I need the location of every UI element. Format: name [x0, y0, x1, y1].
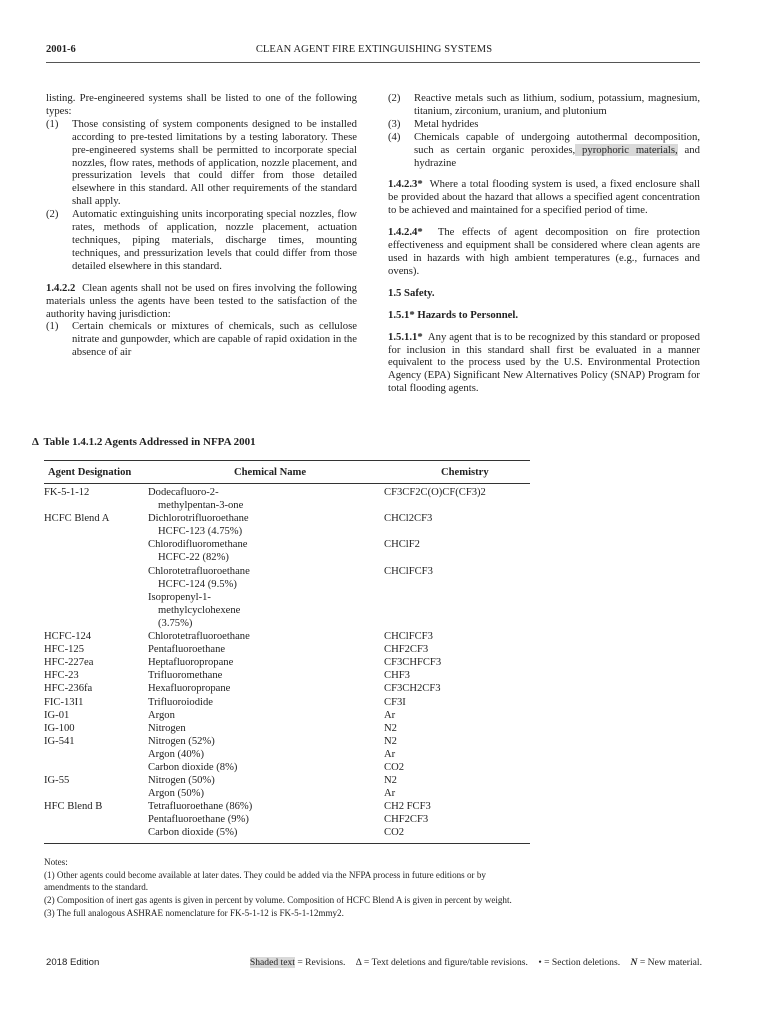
table-header: [44, 460, 530, 484]
chemistry-cell: CHClF2: [384, 539, 420, 551]
chemistry-cell: [394, 499, 530, 512]
table-row: [44, 682, 530, 695]
chemistry-cell: Ar: [384, 709, 396, 721]
agent-designation-cell: IG-55: [44, 775, 70, 787]
list-item: (2) Automatic extinguishing units incorporating special nozzles, flow rates, methods of application, nozzle placement, actuation techniques, piping materials, discharge times, mounting techniques, and pressurization levels that could differ from those detailed elsewhere in this standard.: [46, 208, 357, 272]
chemical-name-cell: Pentafluoroethane: [148, 644, 226, 656]
agent-designation-cell: [44, 617, 148, 630]
agent-designation-cell: [44, 538, 148, 551]
delta-icon: Δ: [355, 957, 362, 968]
chemistry-cell: [394, 525, 530, 538]
chemical-name-cell: Tetrafluoroethane (86%): [148, 801, 253, 813]
chemistry-cell: CF3I: [384, 696, 406, 708]
agent-designation-cell: [44, 578, 148, 591]
table-row: [44, 669, 530, 682]
table-row: [44, 512, 530, 525]
chemistry-cell: [384, 591, 530, 604]
table-row: [44, 538, 530, 551]
table-row: [44, 604, 530, 617]
chemical-name-cell: Carbon dioxide (8%): [148, 761, 238, 773]
agent-designation-cell: HFC Blend B: [44, 801, 103, 813]
agents-table: [44, 460, 530, 844]
table-row: [44, 578, 530, 591]
agent-designation-cell: HCFC-124: [44, 631, 92, 643]
chemistry-cell: [394, 551, 530, 564]
table-row: [44, 630, 530, 643]
agent-designation-cell: [44, 761, 148, 774]
table-row: [44, 591, 530, 604]
chemistry-cell: CF3CHFCF3: [384, 657, 442, 669]
table-row: [44, 709, 530, 722]
chemical-name-cell: Dodecafluoro-2-: [148, 487, 219, 498]
agent-designation-cell: HFC-236fa: [44, 683, 93, 695]
agent-designation-cell: [44, 565, 148, 578]
agent-designation-cell: [44, 748, 148, 761]
chemistry-cell: Ar: [384, 748, 396, 760]
agent-designation-cell: [44, 787, 148, 800]
agent-designation-cell: FK-5-1-12: [44, 487, 90, 498]
table-row: [44, 735, 530, 748]
running-title: CLEAN AGENT FIRE EXTINGUISHING SYSTEMS: [255, 44, 493, 55]
table-row: [44, 748, 530, 761]
chemistry-cell: CF3CF2C(O)CF(CF3)2: [384, 487, 486, 498]
section-1-4-2-2: 1.4.2.2 Clean agents shall not be used on fires involving the following materials unless the agents have been tested to the satisfaction of the authority having jurisdiction:: [46, 281, 357, 320]
chemistry-cell: N2: [384, 775, 397, 787]
chemistry-cell: CHF3: [384, 670, 410, 682]
table-notes: [44, 856, 530, 920]
list-item: (1) Certain chemicals or mixtures of chemicals, such as cellulose nitrate and gunpowder, which are capable of rapid oxidation in the absence of air: [46, 320, 357, 359]
list-item: (4) Chemicals capable of undergoing autothermal decomposition, such as certain organic peroxides, pyrophoric materials, and hydrazine: [388, 130, 700, 169]
agent-designation-cell: IG-01: [44, 709, 70, 721]
chemistry-cell: [394, 617, 530, 630]
agent-designation-cell: [44, 813, 148, 826]
revision-legend: Shaded text = Revisions. Δ = Text deletions and figure/table revisions. • = Section deletions. N = New material.: [249, 957, 702, 968]
list-item: (1) Those consisting of system components designed to be installed according to pre-tested limitations by a testing laboratory. These pre-engineered systems shall be permitted to incorporate special nozzles, flow rates, methods of application, nozzle placement, and pressurization levels that could differ from those detailed elsewhere in this standard. All other requirements of the standard shall apply.: [46, 117, 357, 208]
note-item: (2) Composition of inert gas agents is given in percent by volume. Composition of HCFC Blend A is given in percent by weight.: [44, 895, 512, 906]
list-item: (3) Metal hydrides: [388, 117, 479, 130]
new-material-icon: N: [630, 957, 638, 968]
chemistry-cell: CHClFCF3: [384, 565, 433, 577]
table-row: [44, 565, 530, 578]
chemistry-cell: [394, 578, 530, 591]
table-row: [44, 643, 530, 656]
chemistry-cell: CHF2CF3: [384, 814, 429, 826]
agent-designation-cell: IG-100: [44, 722, 75, 734]
left-column: [46, 92, 357, 359]
chemical-name-cell: methylpentan-3-one: [158, 500, 244, 512]
table-row: [44, 787, 530, 800]
agent-designation-cell: HCFC Blend A: [44, 513, 110, 525]
chemical-name-cell: Trifluoromethane: [148, 670, 223, 682]
agent-designation-cell: [44, 499, 148, 512]
table-row: [44, 774, 530, 787]
chemistry-cell: [394, 604, 530, 617]
chemistry-cell: CHF2CF3: [384, 644, 429, 656]
notes-title: Notes:: [44, 857, 68, 867]
chemistry-cell: CHClFCF3: [384, 631, 433, 643]
note-item: (1) Other agents could become available at later dates. They could be added via the NFPA process in future editions or by amendments to the standard.: [44, 869, 486, 893]
chemical-name-cell: Nitrogen: [148, 722, 186, 734]
chemical-name-cell: Nitrogen (52%): [148, 735, 215, 747]
table-row: [44, 696, 530, 709]
header-chemistry: Chemistry: [441, 467, 489, 478]
chemical-name-cell: Chlorodifluoromethane: [148, 539, 248, 551]
agent-designation-cell: [44, 525, 148, 538]
header-chemical: Chemical Name: [234, 467, 307, 478]
intro-paragraph: listing. Pre-engineered systems shall be listed to one of the following types:: [46, 92, 357, 117]
chemistry-cell: CO2: [384, 827, 405, 839]
chemical-name-cell: Argon (40%): [148, 748, 204, 760]
right-column: [388, 92, 700, 404]
agent-designation-cell: HFC-125: [44, 644, 85, 656]
chemistry-cell: CO2: [384, 761, 405, 773]
agent-designation-cell: [44, 826, 148, 839]
table-row: [44, 813, 530, 826]
bullet-icon: •: [538, 957, 542, 968]
agent-designation-cell: IG-541: [44, 735, 75, 747]
table-row: [44, 486, 530, 499]
chemical-name-cell: Pentafluoroethane (9%): [148, 814, 249, 826]
note-item: (3) The full analogous ASHRAE nomenclature for FK-5-1-12 is FK-5-1-12mmy2.: [44, 907, 344, 918]
chemical-name-cell: Dichlorotrifluoroethane: [148, 513, 249, 525]
chemical-name-cell: methylcyclohexene: [158, 604, 241, 616]
page-number: 2001-6: [46, 44, 76, 55]
chemical-name-cell: Hexafluoropropane: [148, 683, 231, 695]
chemistry-cell: CHCl2CF3: [384, 513, 433, 525]
chemical-name-cell: Nitrogen (50%): [148, 775, 215, 787]
edition-label: 2018 Edition: [46, 957, 100, 968]
section-1-5-1-1: 1.5.1.1* Any agent that is to be recognized by this standard or proposed for inclusion in this standard shall first be evaluated in a manner equivalent to the process used by the U.S. Environmental Protection Agency (EPA) Significant New Alternatives Policy (SNAP) Program for total flooding agents.: [388, 330, 700, 395]
agent-designation-cell: [44, 604, 148, 617]
section-1-5-1-heading: 1.5.1* Hazards to Personnel.: [388, 308, 519, 321]
chemistry-cell: CF3CH2CF3: [384, 683, 441, 695]
header-rule: [46, 62, 700, 63]
system-types-list: [46, 118, 357, 273]
table-row: [44, 499, 530, 512]
chemical-name-cell: Chlorotetrafluoroethane: [148, 565, 250, 577]
section-1-5-heading: 1.5 Safety.: [388, 286, 435, 299]
delta-revision-icon: Δ: [32, 436, 39, 448]
agent-designation-cell: HFC-23: [44, 670, 79, 682]
agent-designation-cell: [44, 551, 148, 564]
page-header: [46, 44, 702, 60]
chemistry-cell: Ar: [384, 788, 396, 800]
chemical-name-cell: Heptafluoropropane: [148, 657, 234, 669]
chemical-name-cell: Argon: [148, 709, 175, 721]
table-caption: Δ Table 1.4.1.2 Agents Addressed in NFPA 2001: [32, 436, 256, 448]
chemical-name-cell: Chlorotetrafluoroethane: [148, 631, 250, 643]
agent-designation-cell: HFC-227ea: [44, 657, 94, 669]
list-item: (2) Reactive metals such as lithium, sodium, potassium, magnesium, titanium, zirconium, uranium, and plutonium: [388, 92, 700, 117]
agent-designation-cell: [44, 591, 148, 604]
table-row: [44, 761, 530, 774]
chemistry-cell: CH2 FCF3: [384, 801, 431, 813]
table-row: [44, 800, 530, 813]
chemical-name-cell: Trifluoroiodide: [148, 696, 213, 708]
table-row: [44, 656, 530, 669]
chemistry-cell: N2: [384, 735, 397, 747]
shaded-revision-text: pyrophoric materials,: [575, 143, 678, 156]
chemistry-cell: N2: [384, 722, 397, 734]
header-designation: Agent Designation: [48, 467, 132, 478]
table-row: [44, 551, 530, 564]
table-row: [44, 722, 530, 735]
chemical-name-cell: Isopropenyl-1-: [148, 591, 211, 603]
materials-list: [388, 92, 700, 169]
chemical-name-cell: Argon (50%): [148, 788, 204, 800]
table-row: [44, 826, 530, 839]
shaded-text-sample: Shaded text: [249, 957, 295, 968]
page-footer: [46, 957, 702, 971]
chemical-name-cell: Carbon dioxide (5%): [148, 827, 238, 839]
section-1-4-2-4: 1.4.2.4* The effects of agent decomposition on fire protection effectiveness and equipment shall be considered where clean agents are used in hazards with high ambient temperatures (e.g., furnaces and ovens).: [388, 226, 700, 277]
chemical-name-cell: HCFC-124 (9.5%): [158, 578, 237, 590]
table-row: [44, 525, 530, 538]
agent-designation-cell: FIC-13I1: [44, 696, 84, 708]
chemical-name-cell: HCFC-123 (4.75%): [158, 526, 243, 538]
chemical-name-cell: HCFC-22 (82%): [158, 552, 229, 564]
section-1-4-2-3: 1.4.2.3* Where a total flooding system is used, a fixed enclosure shall be provided about the hazard that allows a specified agent concentration to be achieved and maintained for a specified period of time.: [388, 178, 700, 217]
table-row: [44, 617, 530, 630]
table-body: [44, 484, 530, 844]
chemical-name-cell: (3.75%): [158, 617, 193, 629]
